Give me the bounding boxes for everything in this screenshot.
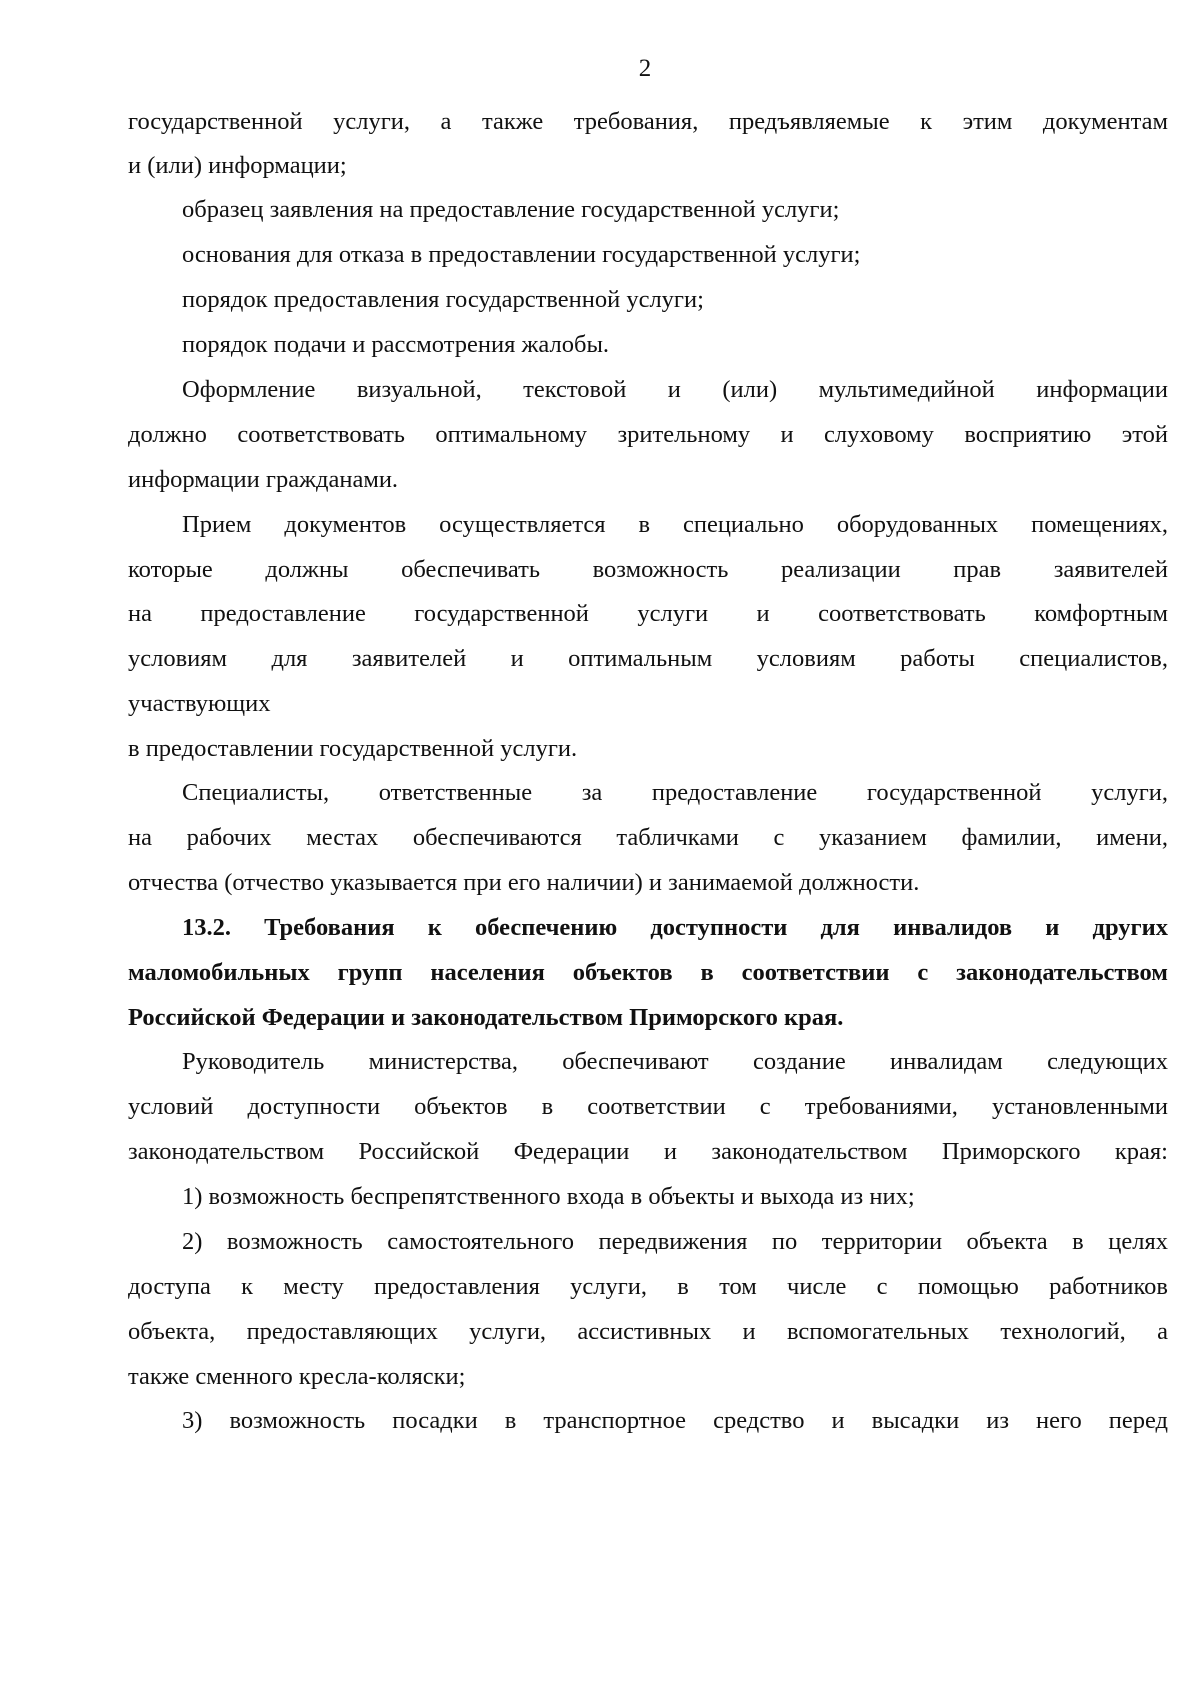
text-line: порядок предоставления государственной услуги; xyxy=(182,286,704,313)
text-line: государственной услуги, а также требования, предъявляемые к этим документам xyxy=(128,108,1168,135)
text-line: Руководитель министерства, обеспечивают создание инвалидам следующих xyxy=(182,1048,1168,1075)
text-line: условий доступности объектов в соответствии с требованиями, установленными xyxy=(128,1093,1168,1120)
text-line: объекта, предоставляющих услуги, ассистивных и вспомогательных технологий, а xyxy=(128,1318,1168,1345)
text-line: в предоставлении государственной услуги. xyxy=(128,735,578,762)
text-line: и (или) информации; xyxy=(128,152,347,179)
text-line: доступа к месту предоставления услуги, в том числе с помощью работников xyxy=(128,1273,1168,1300)
text-line: Оформление визуальной, текстовой и (или) мультимедийной информации xyxy=(182,376,1168,403)
text-line: на предоставление государственной услуги и соответствовать комфортным xyxy=(128,600,1168,627)
list-item-line: 1) возможность беспрепятственного входа в объекты и выхода из них; xyxy=(182,1183,915,1210)
section-heading-line: Российской Федерации и законодательством Приморского края. xyxy=(128,1004,844,1031)
section-heading-line: маломобильных групп населения объектов в соответствии с законодательством xyxy=(128,959,1168,986)
text-line: которые должны обеспечивать возможность реализации прав заявителей xyxy=(128,556,1168,583)
text-line: участвующих xyxy=(128,690,271,717)
text-line: законодательством Российской Федерации и законодательством Приморского края: xyxy=(128,1138,1168,1165)
text-line: условиям для заявителей и оптимальным условиям работы специалистов, xyxy=(128,645,1168,672)
text-line: образец заявления на предоставление государственной услуги; xyxy=(182,196,840,223)
text-line: информации гражданами. xyxy=(128,466,399,493)
text-line: основания для отказа в предоставлении государственной услуги; xyxy=(182,241,861,268)
list-item-line: 2) возможность самостоятельного передвижения по территории объекта в целях xyxy=(182,1228,1168,1255)
text-line: должно соответствовать оптимальному зрительному и слуховому восприятию этой xyxy=(128,421,1168,448)
text-line: также сменного кресла-коляски; xyxy=(128,1363,466,1390)
text-line: отчества (отчество указывается при его наличии) и занимаемой должности. xyxy=(128,869,920,896)
page-number: 2 xyxy=(638,55,652,82)
text-line: Прием документов осуществляется в специально оборудованных помещениях, xyxy=(182,511,1168,538)
text-line: порядок подачи и рассмотрения жалобы. xyxy=(182,331,610,358)
text-line: на рабочих местах обеспечиваются табличками с указанием фамилии, имени, xyxy=(128,824,1168,851)
list-item-line: 3) возможность посадки в транспортное средство и высадки из него перед xyxy=(182,1407,1168,1434)
section-heading-line: 13.2. Требования к обеспечению доступности для инвалидов и других xyxy=(182,914,1168,941)
text-line: Специалисты, ответственные за предоставление государственной услуги, xyxy=(182,779,1168,806)
